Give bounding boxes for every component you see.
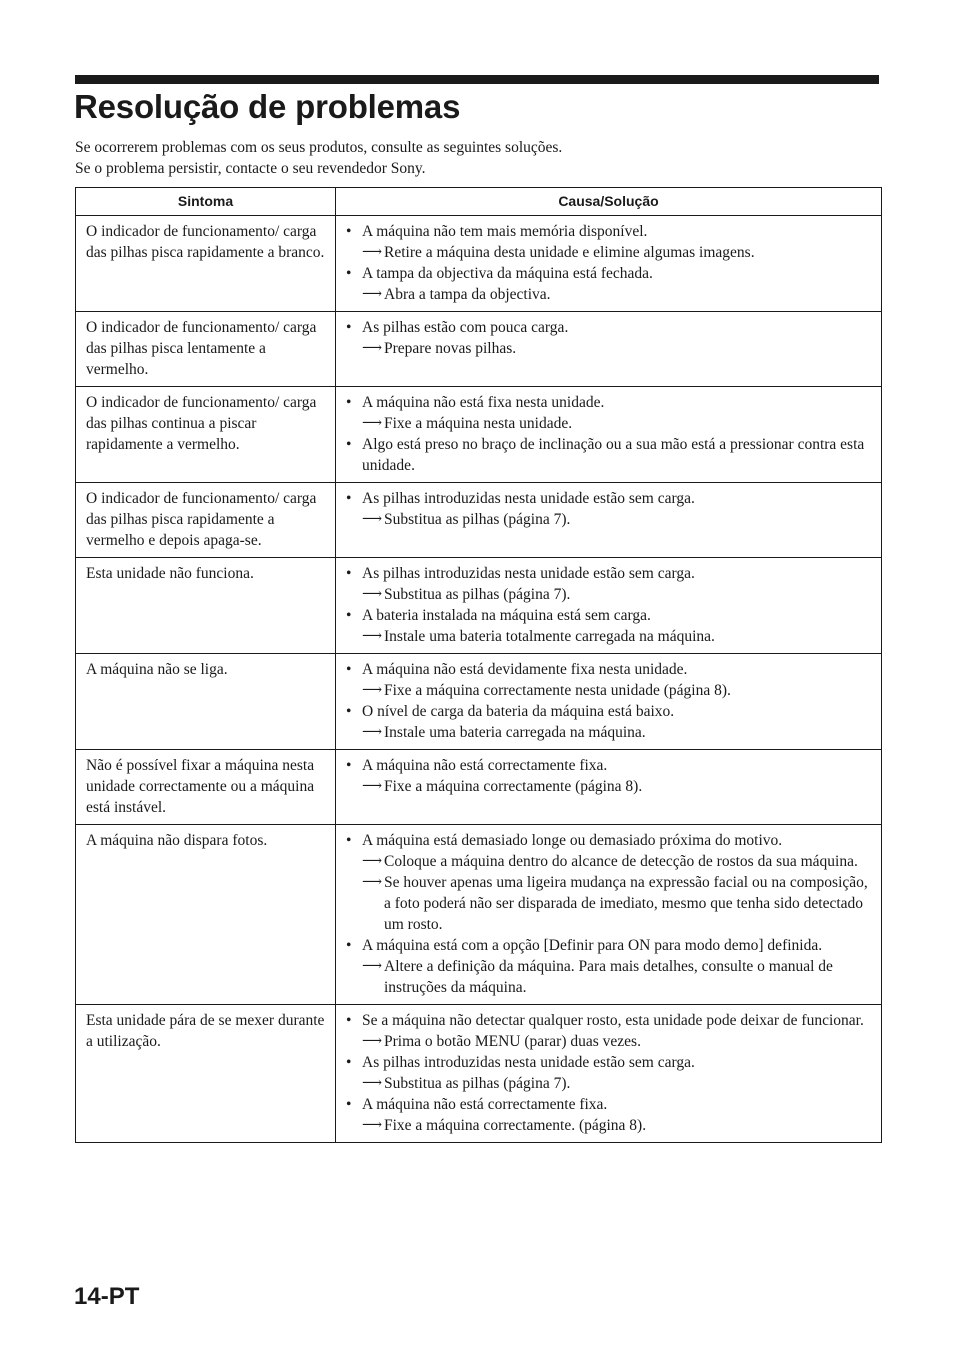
solution-item bbox=[346, 509, 875, 530]
symptom-cell: A máquina não se liga. bbox=[76, 654, 336, 750]
symptom-cell: O indicador de funcionamento/ carga das pilhas pisca rapidamente a branco. bbox=[76, 216, 336, 312]
cause-text: A máquina não está correctamente fixa. bbox=[362, 757, 608, 774]
bullet-icon: • bbox=[346, 661, 352, 678]
table-row bbox=[76, 654, 882, 750]
header-cause-solution: Causa/Solução bbox=[336, 188, 882, 216]
solution-item bbox=[346, 1031, 875, 1052]
solution-text: Substitua as pilhas (página 7). bbox=[384, 1075, 571, 1092]
solution-text: Substitua as pilhas (página 7). bbox=[384, 586, 571, 603]
solution-item bbox=[346, 680, 875, 701]
arrow-right-icon: ⟶ bbox=[362, 341, 383, 356]
cause-item bbox=[346, 659, 875, 680]
solution-item bbox=[346, 413, 875, 434]
cause-text: A máquina não está fixa nesta unidade. bbox=[362, 394, 605, 411]
cause-text: Algo está preso no braço de inclinação ou a sua mão está a pressionar contra esta unidade. bbox=[362, 436, 865, 474]
solution-item bbox=[346, 872, 875, 935]
solution-item bbox=[346, 851, 875, 872]
cause-item bbox=[346, 755, 875, 776]
solution-text: Coloque a máquina dentro do alcance de detecção de rostos da sua máquina. bbox=[384, 853, 858, 870]
arrow-right-icon: ⟶ bbox=[362, 725, 383, 740]
table-row bbox=[76, 1005, 882, 1143]
solution-text: Instale uma bateria carregada na máquina. bbox=[384, 724, 646, 741]
cause-solution-cell bbox=[336, 654, 882, 750]
arrow-right-icon: ⟶ bbox=[362, 1034, 383, 1049]
solution-item bbox=[346, 242, 875, 263]
cause-solution-cell bbox=[336, 825, 882, 1005]
bullet-icon: • bbox=[346, 937, 352, 954]
bullet-icon: • bbox=[346, 1096, 352, 1113]
page-number: 14-PT bbox=[74, 1283, 140, 1310]
solution-text: Altere a definição da máquina. Para mais detalhes, consulte o manual de instruções da máquina. bbox=[384, 958, 833, 996]
solution-text: Retire a máquina desta unidade e elimine algumas imagens. bbox=[384, 244, 755, 261]
cause-text: Se a máquina não detectar qualquer rosto, esta unidade pode deixar de funcionar. bbox=[362, 1012, 864, 1029]
solution-text: Prepare novas pilhas. bbox=[384, 340, 517, 357]
cause-item bbox=[346, 563, 875, 584]
solution-text: Fixe a máquina correctamente nesta unidade (página 8). bbox=[384, 682, 731, 699]
title-rule bbox=[75, 75, 879, 84]
arrow-right-icon: ⟶ bbox=[362, 512, 383, 527]
intro-line: Se ocorrerem problemas com os seus produtos, consulte as seguintes soluções. bbox=[75, 139, 563, 156]
solution-item bbox=[346, 626, 875, 647]
cause-item bbox=[346, 488, 875, 509]
solution-item bbox=[346, 1073, 875, 1094]
bullet-icon: • bbox=[346, 607, 352, 624]
arrow-right-icon: ⟶ bbox=[362, 245, 383, 260]
cause-item bbox=[346, 830, 875, 851]
solution-text: Abra a tampa da objectiva. bbox=[384, 286, 551, 303]
cause-text: A máquina não tem mais memória disponível. bbox=[362, 223, 648, 240]
table-body bbox=[76, 216, 882, 1143]
cause-text: As pilhas estão com pouca carga. bbox=[362, 319, 569, 336]
cause-solution-cell bbox=[336, 216, 882, 312]
solution-text: Fixe a máquina correctamente. (página 8). bbox=[384, 1117, 647, 1134]
cause-item bbox=[346, 317, 875, 338]
arrow-right-icon: ⟶ bbox=[362, 1118, 383, 1133]
intro-line: Se o problema persistir, contacte o seu revendedor Sony. bbox=[75, 160, 426, 177]
cause-solution-cell bbox=[336, 483, 882, 558]
cause-text: A máquina não está correctamente fixa. bbox=[362, 1096, 608, 1113]
table-row bbox=[76, 312, 882, 387]
cause-item bbox=[346, 434, 875, 476]
solution-text: Instale uma bateria totalmente carregada na máquina. bbox=[384, 628, 715, 645]
bullet-icon: • bbox=[346, 565, 352, 582]
solution-item bbox=[346, 1115, 875, 1136]
arrow-right-icon: ⟶ bbox=[362, 875, 383, 890]
cause-text: A máquina está demasiado longe ou demasiado próxima do motivo. bbox=[362, 832, 783, 849]
symptom-cell: O indicador de funcionamento/ carga das pilhas pisca lentamente a vermelho. bbox=[76, 312, 336, 387]
solution-item bbox=[346, 338, 875, 359]
table-row bbox=[76, 216, 882, 312]
bullet-icon: • bbox=[346, 832, 352, 849]
symptom-cell: O indicador de funcionamento/ carga das pilhas pisca rapidamente a vermelho e depois apaga-se. bbox=[76, 483, 336, 558]
cause-text: A tampa da objectiva da máquina está fechada. bbox=[362, 265, 653, 282]
solution-item bbox=[346, 776, 875, 797]
table-row bbox=[76, 558, 882, 654]
cause-item bbox=[346, 1094, 875, 1115]
table-header-row bbox=[76, 188, 882, 216]
cause-text: A máquina não está devidamente fixa nesta unidade. bbox=[362, 661, 688, 678]
solution-text: Fixe a máquina nesta unidade. bbox=[384, 415, 573, 432]
arrow-right-icon: ⟶ bbox=[362, 779, 383, 794]
table-row bbox=[76, 387, 882, 483]
solution-text: Substitua as pilhas (página 7). bbox=[384, 511, 571, 528]
symptom-cell: Esta unidade pára de se mexer durante a utilização. bbox=[76, 1005, 336, 1143]
solution-item bbox=[346, 584, 875, 605]
cause-solution-cell bbox=[336, 1005, 882, 1143]
symptom-cell: Não é possível fixar a máquina nesta unidade correctamente ou a máquina está instável. bbox=[76, 750, 336, 825]
cause-solution-cell bbox=[336, 387, 882, 483]
bullet-icon: • bbox=[346, 1012, 352, 1029]
cause-item bbox=[346, 221, 875, 242]
solution-text: Fixe a máquina correctamente (página 8). bbox=[384, 778, 643, 795]
solution-item bbox=[346, 284, 875, 305]
bullet-icon: • bbox=[346, 319, 352, 336]
solution-text: Se houver apenas uma ligeira mudança na expressão facial ou na composição, a foto poderá não ser disparada de imediato, mesmo que tenha sido detectado um rosto. bbox=[384, 874, 868, 933]
bullet-icon: • bbox=[346, 265, 352, 282]
cause-item bbox=[346, 1052, 875, 1073]
symptom-cell: Esta unidade não funciona. bbox=[76, 558, 336, 654]
symptom-cell: A máquina não dispara fotos. bbox=[76, 825, 336, 1005]
intro-text bbox=[75, 137, 562, 179]
bullet-icon: • bbox=[346, 490, 352, 507]
arrow-right-icon: ⟶ bbox=[362, 587, 383, 602]
cause-solution-cell bbox=[336, 750, 882, 825]
cause-text: A máquina está com a opção [Definir para ON para modo demo] definida. bbox=[362, 937, 823, 954]
cause-item bbox=[346, 935, 875, 956]
arrow-right-icon: ⟶ bbox=[362, 416, 383, 431]
cause-text: As pilhas introduzidas nesta unidade estão sem carga. bbox=[362, 565, 695, 582]
cause-text: A bateria instalada na máquina está sem carga. bbox=[362, 607, 651, 624]
page-title: Resolução de problemas bbox=[74, 88, 461, 125]
cause-item bbox=[346, 1010, 875, 1031]
cause-solution-cell bbox=[336, 558, 882, 654]
bullet-icon: • bbox=[346, 703, 352, 720]
symptom-cell: O indicador de funcionamento/ carga das pilhas continua a piscar rapidamente a vermelho. bbox=[76, 387, 336, 483]
cause-text: As pilhas introduzidas nesta unidade estão sem carga. bbox=[362, 1054, 695, 1071]
solution-text: Prima o botão MENU (parar) duas vezes. bbox=[384, 1033, 641, 1050]
solution-item bbox=[346, 722, 875, 743]
cause-text: O nível de carga da bateria da máquina está baixo. bbox=[362, 703, 675, 720]
bullet-icon: • bbox=[346, 394, 352, 411]
troubleshooting-table bbox=[75, 187, 882, 1143]
bullet-icon: • bbox=[346, 1054, 352, 1071]
arrow-right-icon: ⟶ bbox=[362, 1076, 383, 1091]
solution-item bbox=[346, 956, 875, 998]
table-row bbox=[76, 825, 882, 1005]
cause-item bbox=[346, 392, 875, 413]
cause-item bbox=[346, 263, 875, 284]
table-row bbox=[76, 750, 882, 825]
header-symptom: Sintoma bbox=[76, 188, 336, 216]
table-row bbox=[76, 483, 882, 558]
bullet-icon: • bbox=[346, 223, 352, 240]
arrow-right-icon: ⟶ bbox=[362, 683, 383, 698]
arrow-right-icon: ⟶ bbox=[362, 854, 383, 869]
cause-item bbox=[346, 605, 875, 626]
arrow-right-icon: ⟶ bbox=[362, 287, 383, 302]
cause-solution-cell bbox=[336, 312, 882, 387]
arrow-right-icon: ⟶ bbox=[362, 959, 383, 974]
cause-text: As pilhas introduzidas nesta unidade estão sem carga. bbox=[362, 490, 695, 507]
cause-item bbox=[346, 701, 875, 722]
bullet-icon: • bbox=[346, 436, 352, 453]
bullet-icon: • bbox=[346, 757, 352, 774]
arrow-right-icon: ⟶ bbox=[362, 629, 383, 644]
